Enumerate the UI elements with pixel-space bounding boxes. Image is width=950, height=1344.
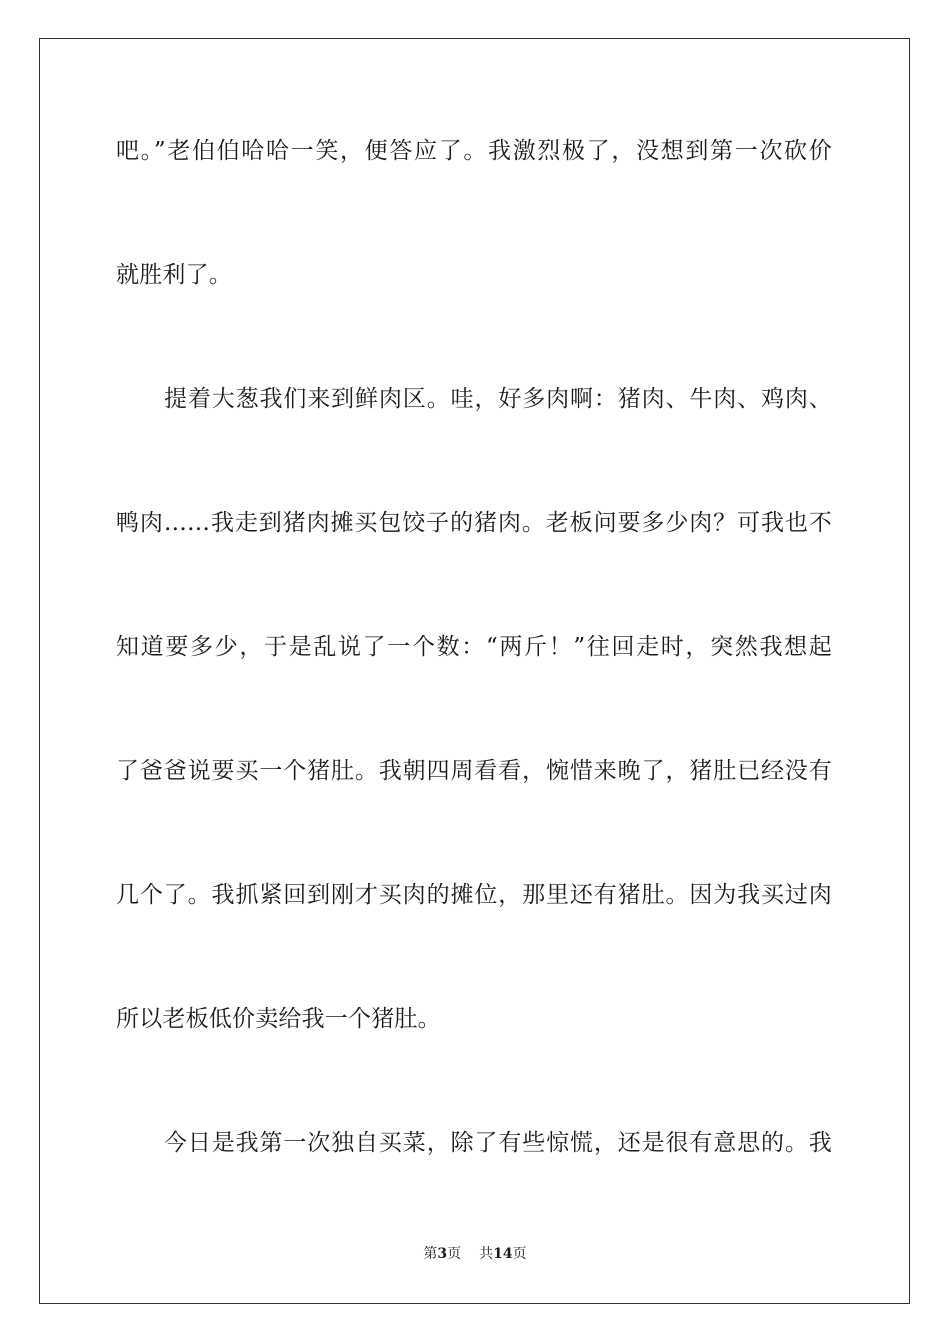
text-line: 所以老板低价卖给我一个猪肚。 — [116, 1006, 441, 1032]
total-pages: 14 — [493, 1246, 513, 1262]
page-footer — [0, 1244, 950, 1264]
paragraph-first-line: 提着大葱我们来到鲜肉区。哇，好多肉啊：猪肉、牛肉、鸡肉、 — [164, 386, 832, 412]
paragraph-first-line: 今日是我第一次独自买菜，除了有些惊慌，还是很有意思的。我 — [164, 1130, 832, 1156]
text-line: 吧。”老伯伯哈哈一笑，便答应了。我激烈极了，没想到第一次砍价 — [116, 138, 832, 164]
total-label-prefix: 共 — [479, 1246, 494, 1262]
page-border — [39, 38, 910, 1304]
text-line: 知道要多少，于是乱说了一个数：“两斤！”往回走时，突然我想起 — [116, 634, 832, 660]
page-label-prefix: 第 — [423, 1246, 438, 1262]
page-label-suffix: 页 — [447, 1246, 462, 1262]
text-line: 几个了。我抓紧回到刚才买肉的摊位，那里还有猪肚。因为我买过肉 — [116, 882, 832, 908]
page-number: 3 — [437, 1246, 448, 1262]
text-line: 就胜利了。 — [116, 262, 232, 288]
text-line: 了爸爸说要买一个猪肚。我朝四周看看，惋惜来晚了，猪肚已经没有 — [116, 758, 832, 784]
text-line: 鸭肉……我走到猪肉摊买包饺子的猪肉。老板问要多少肉？可我也不 — [116, 510, 832, 536]
total-label-suffix: 页 — [512, 1246, 527, 1262]
